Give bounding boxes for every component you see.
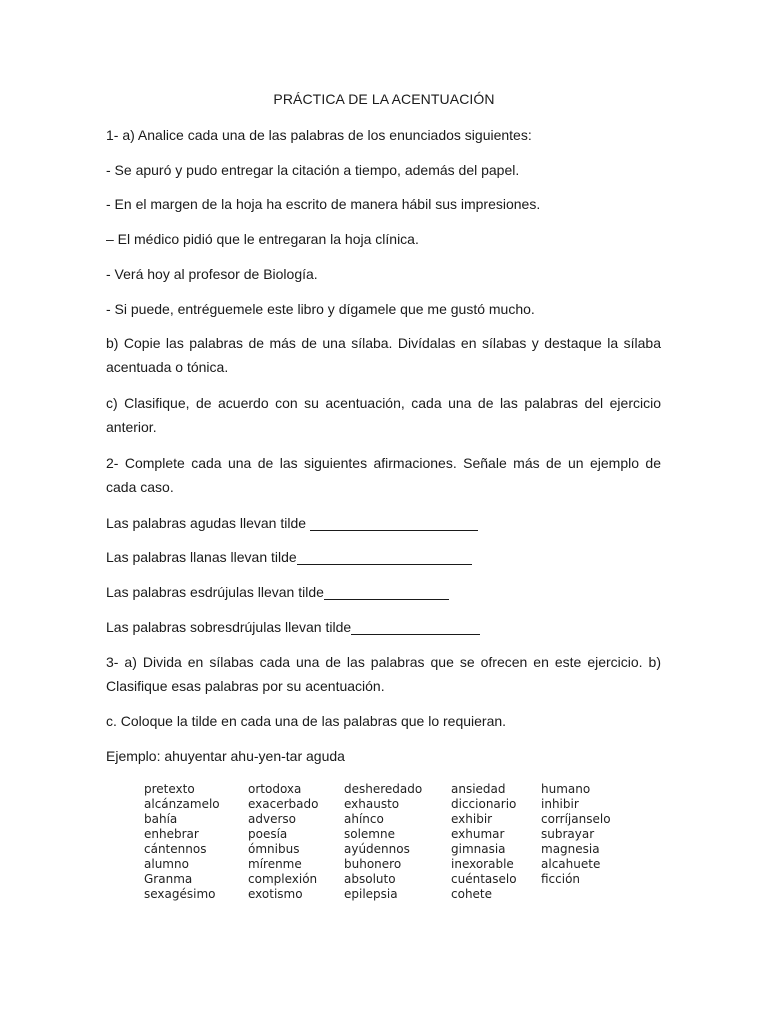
- page-title: PRÁCTICA DE LA ACENTUACIÓN: [273, 91, 495, 107]
- word-item: desheredado: [344, 782, 423, 796]
- q3-parts-ab: 3- a) Divida en sílabas cada una de las palabras que se ofrecen en este ejercicio. b) Clasifique esas palabras por su acentuación.: [106, 654, 661, 694]
- q1-sentence-1: - Se apuró y pudo entregar la citación a tiempo, además del papel.: [106, 162, 520, 178]
- q2-line-sobresdrujulas-text: Las palabras sobresdrújulas llevan tilde: [106, 619, 352, 635]
- word-item: mírenme: [248, 857, 302, 871]
- word-item: ansiedad: [451, 782, 506, 796]
- q3-example: Ejemplo: ahuyentar ahu-yen-tar aguda: [106, 748, 345, 764]
- word-item: sexagésimo: [144, 887, 216, 901]
- word-column-5: [541, 782, 611, 887]
- word-item: subrayar: [541, 827, 595, 841]
- answer-blank-sobresdrujulas[interactable]: [351, 620, 480, 635]
- word-item: adverso: [248, 812, 296, 826]
- q2-line-llanas-text: Las palabras llanas llevan tilde: [106, 549, 297, 565]
- word-item: cántennos: [144, 842, 207, 856]
- word-item: alumno: [144, 857, 189, 871]
- word-item: pretexto: [144, 782, 195, 796]
- answer-blank-agudas[interactable]: [310, 516, 478, 531]
- word-item: exhumar: [451, 827, 505, 841]
- q1-sentence-2: - En el margen de la hoja ha escrito de manera hábil sus impresiones.: [106, 196, 541, 212]
- word-item: bahía: [144, 812, 178, 826]
- word-item: inhibir: [541, 797, 579, 811]
- word-item: humano: [541, 782, 591, 796]
- word-item: exotismo: [248, 887, 303, 901]
- word-item: exhibir: [451, 812, 493, 826]
- answer-blank-llanas[interactable]: [297, 550, 472, 565]
- q2-intro: 2- Complete cada una de las siguientes afirmaciones. Señale más de un ejemplo de cada caso.: [106, 455, 661, 495]
- q1-sentence-5: - Si puede, entréguemele este libro y dígamele que me gustó mucho.: [106, 301, 535, 317]
- word-item: ficción: [541, 872, 581, 886]
- word-item: diccionario: [451, 797, 517, 811]
- word-item: alcánzamelo: [144, 797, 220, 811]
- q1-part-b: b) Copie las palabras de más de una sílaba. Divídalas en sílabas y destaque la sílaba acentuada o tónica.: [106, 335, 661, 375]
- word-item: epilepsia: [344, 887, 398, 901]
- word-column-3: [344, 782, 422, 902]
- word-item: enhebrar: [144, 827, 199, 841]
- q1-sentence-3: – El médico pidió que le entregaran la hoja clínica.: [106, 231, 419, 247]
- word-item: poesía: [248, 827, 288, 841]
- word-item: cohete: [451, 887, 493, 901]
- q2-line-llanas: [106, 545, 661, 569]
- word-column-2: [248, 782, 318, 902]
- q3-part-c: c. Coloque la tilde en cada una de las palabras que lo requieran.: [106, 713, 507, 729]
- word-item: absoluto: [344, 872, 396, 886]
- q1-sentence-4: - Verá hoy al profesor de Biología.: [106, 266, 318, 282]
- word-item: exacerbado: [248, 797, 319, 811]
- word-item: cuéntaselo: [451, 872, 517, 886]
- word-item: buhonero: [344, 857, 402, 871]
- word-column-4: [451, 782, 517, 902]
- answer-blank-esdrujulas[interactable]: [324, 585, 449, 600]
- q2-line-agudas-text: Las palabras agudas llevan tilde: [106, 515, 310, 531]
- q2-line-esdrujulas-text: Las palabras esdrújulas llevan tilde: [106, 584, 324, 600]
- word-item: ortodoxa: [248, 782, 302, 796]
- word-item: corríjanselo: [541, 812, 611, 826]
- word-item: ayúdennos: [344, 842, 410, 856]
- word-item: exhausto: [344, 797, 400, 811]
- q2-line-agudas: [106, 511, 661, 535]
- word-item: complexión: [248, 872, 318, 886]
- word-item: gimnasia: [451, 842, 506, 856]
- q2-line-esdrujulas: [106, 580, 661, 604]
- q1-intro: 1- a) Analice cada una de las palabras de los enunciados siguientes:: [106, 127, 532, 143]
- q2-line-sobresdrujulas: [106, 615, 661, 639]
- word-item: ómnibus: [248, 842, 300, 856]
- word-item: alcahuete: [541, 857, 601, 871]
- q1-part-c: c) Clasifique, de acuerdo con su acentuación, cada una de las palabras del ejercicio anterior.: [106, 395, 661, 435]
- word-item: ahínco: [344, 812, 384, 826]
- word-item: solemne: [344, 827, 395, 841]
- word-item: Granma: [144, 872, 193, 886]
- word-item: inexorable: [451, 857, 514, 871]
- word-item: magnesia: [541, 842, 600, 856]
- word-column-1: [144, 782, 220, 902]
